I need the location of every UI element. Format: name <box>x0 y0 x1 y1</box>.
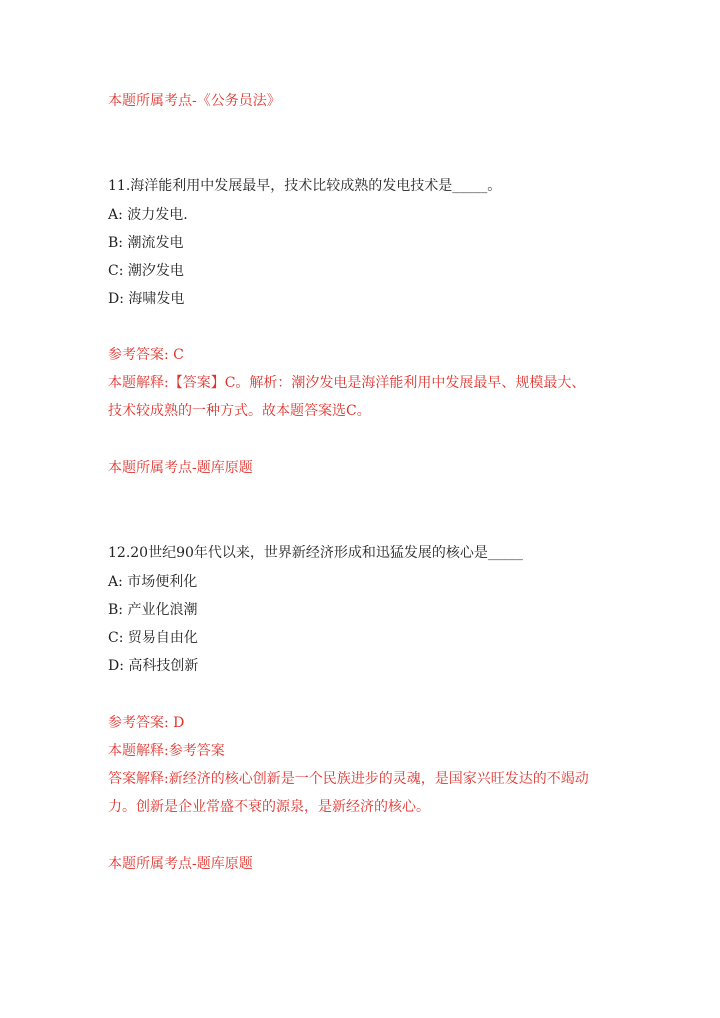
question-11-answer: 参考答案: C <box>108 347 184 363</box>
question-11-option-b: B: 潮流发电 <box>108 235 184 251</box>
question-12-option-b: B: 产业化浪潮 <box>108 602 198 618</box>
question-11-explanation-line-2: 技术较成熟的一种方式。故本题答案选C。 <box>108 403 371 419</box>
question-12-source: 本题所属考点-题库原题 <box>108 856 253 872</box>
question-12-analysis-line-1: 答案解释:新经济的核心创新是一个民族进步的灵魂，是国家兴旺发达的不竭动 <box>108 771 589 787</box>
question-12-text: 12.20世纪90年代以来，世界新经济形成和迅猛发展的核心是_____ <box>108 545 523 561</box>
question-12-option-d: D: 高科技创新 <box>108 658 199 674</box>
topic-source-line: 本题所属考点-《公务员法》 <box>108 93 281 109</box>
question-11-source: 本题所属考点-题库原题 <box>108 460 253 476</box>
question-11-option-a: A: 波力发电. <box>108 207 188 223</box>
question-11-text: 11.海洋能利用中发展最早，技术比较成熟的发电技术是_____。 <box>108 178 502 194</box>
question-11-explanation-line-1: 本题解释:【答案】C。解析：潮汐发电是海洋能利用中发展最早、规模最大、 <box>108 375 586 391</box>
question-12-explanation: 本题解释:参考答案 <box>108 743 225 759</box>
question-11-option-c: C: 潮汐发电 <box>108 263 184 279</box>
question-11-option-d: D: 海啸发电 <box>108 291 185 307</box>
question-12-answer: 参考答案: D <box>108 715 185 731</box>
question-12-option-a: A: 市场便利化 <box>108 574 198 590</box>
question-12-option-c: C: 贸易自由化 <box>108 630 198 646</box>
question-12-analysis-line-2: 力。创新是企业常盛不衰的源泉，是新经济的核心。 <box>108 799 430 815</box>
